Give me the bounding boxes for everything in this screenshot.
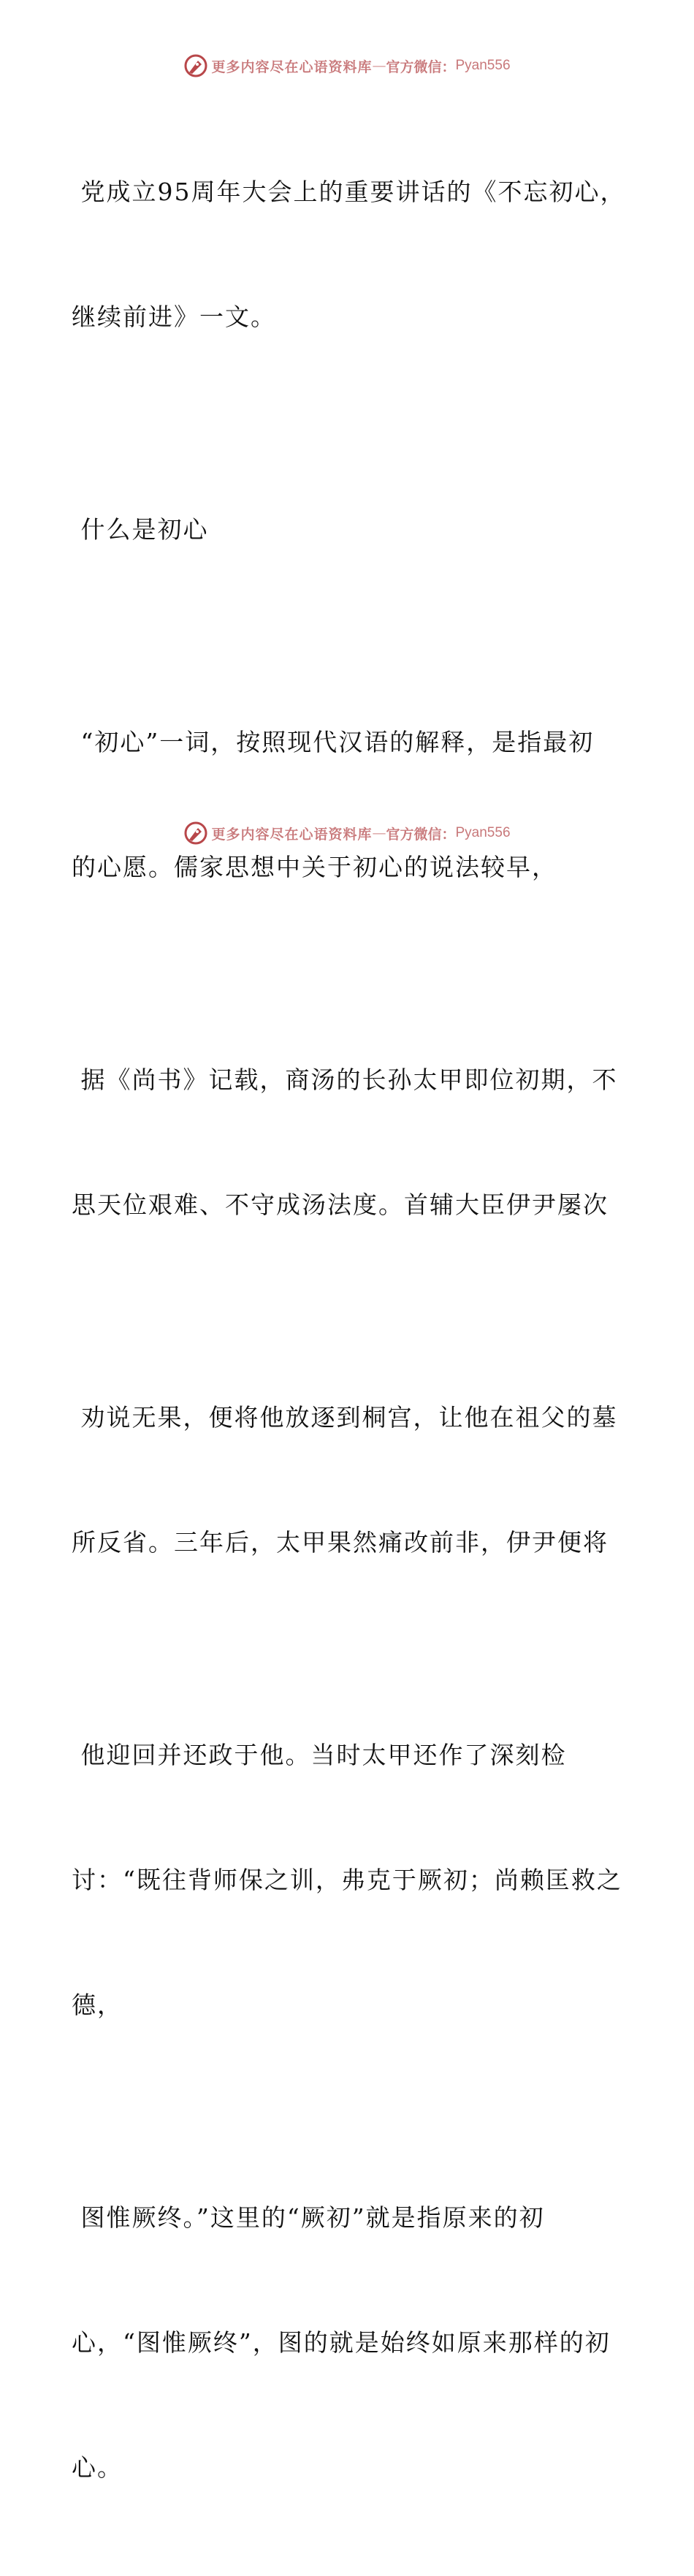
paragraph xyxy=(72,2113,627,2572)
text-line: 他迎回并还政于他。当时太甲还作了深刻检 xyxy=(72,1741,567,1769)
text-line: 心，“图惟厥终”，图的就是始终如原来那样的初 xyxy=(72,2328,611,2357)
watermark-site-text: 更多内容尽在心语资料库 xyxy=(211,826,373,843)
watermark-contact-label: 官方微信： xyxy=(386,826,456,843)
watermark-contact-id: Pyan556 xyxy=(455,825,511,840)
text-line: 继续前进》一文。 xyxy=(72,303,276,331)
text-line: “初心”一词，按照现代汉语的解释，是指最初 xyxy=(72,728,595,756)
text-line: 劝说无果，便将他放逐到桐宫，让他在祖父的墓 xyxy=(72,1403,618,1432)
pen-nib-logo-icon xyxy=(183,53,208,78)
text-line: 心。 xyxy=(72,2453,123,2482)
paragraph xyxy=(72,1313,627,1646)
text-line: 思天位艰难、不守成汤法度。首辅大臣伊尹屡次 xyxy=(72,1190,609,1219)
watermark-dash: — xyxy=(372,58,386,74)
section-heading xyxy=(72,425,627,634)
text-line: 的心愿。儒家思想中关于初心的说法较早， xyxy=(72,853,557,881)
text-line: 党成立95周年大会上的重要讲话的《不忘初心， xyxy=(72,178,626,206)
header-watermark xyxy=(0,51,694,80)
text-line: 所反省。三年后，太甲果然痛改前非，伊尹便将 xyxy=(72,1528,609,1557)
paragraph xyxy=(72,88,627,421)
watermark-contact-id: Pyan556 xyxy=(455,58,511,73)
text-line: 德， xyxy=(72,1991,123,2019)
footer-watermark xyxy=(0,818,694,848)
watermark-site-text: 更多内容尽在心语资料库 xyxy=(211,58,373,75)
paragraph xyxy=(72,976,627,1309)
paragraph xyxy=(72,1651,627,2109)
paragraph xyxy=(72,638,627,971)
watermark-dash: — xyxy=(372,825,386,841)
watermark-contact-label: 官方微信： xyxy=(386,58,456,75)
text-line: 据《尚书》记载，商汤的长孙太甲即位初期，不 xyxy=(72,1065,618,1094)
pen-nib-logo-icon xyxy=(183,821,208,846)
text-line: 讨：“既往背师保之训，弗克于厥初；尚赖匡救之 xyxy=(72,1866,622,1894)
text-line: 图惟厥终。”这里的“厥初”就是指原来的初 xyxy=(72,2203,545,2232)
document-body xyxy=(72,88,627,2576)
text-line: 什么是初心 xyxy=(72,515,209,544)
